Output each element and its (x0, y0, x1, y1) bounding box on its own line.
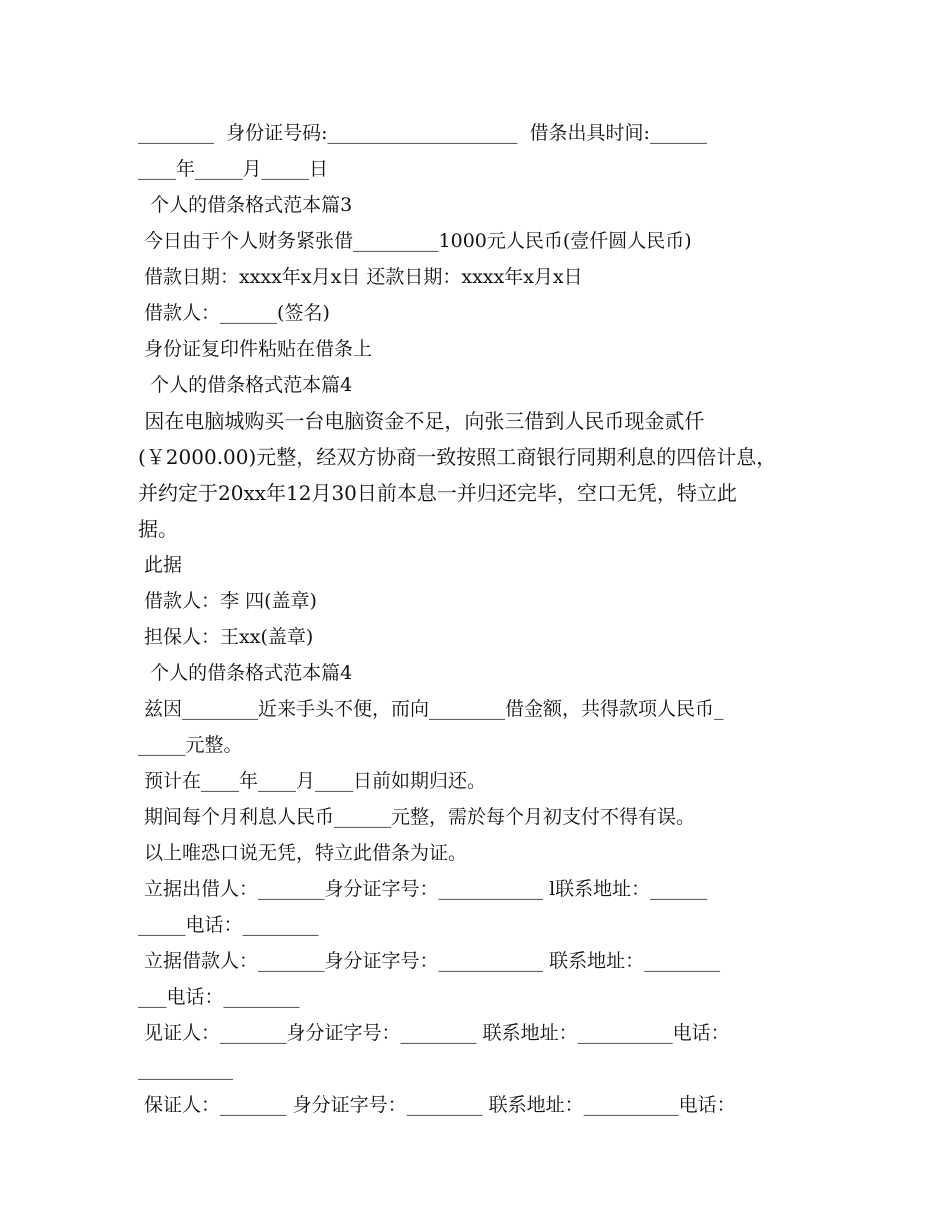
paragraph-line-2: (￥2000.00)元整，经双方协商一致按照工商银行同期利息的四倍计息， (138, 445, 777, 469)
section-heading-3: 个人的借条格式范本篇3 (138, 194, 353, 216)
line-guarantor-info: 保证人：_______ 身分证字号：________ 联系地址：__________电话： (138, 1094, 736, 1116)
section-heading-4b: 个人的借条格式范本篇4 (138, 662, 353, 684)
line-interest: 期间每个月利息人民币______元整，需於每个月初支付不得有误。 (138, 806, 696, 828)
line-ci-ju: 此据 (138, 554, 183, 576)
line-reason: 兹因________近来手头不便，而向________借金额，共得款项人民币_ (138, 698, 724, 720)
line-borrower-li: 借款人：李 四(盖章) (138, 590, 317, 612)
line-witness-info: 见证人：_______身分证字号：________ 联系地址：__________电话： (138, 1022, 730, 1044)
line-borrower-sign: 借款人：______(签名) (138, 302, 330, 324)
line-lender-phone: _____电话：________ (138, 914, 319, 936)
section-heading-4a: 个人的借条格式范本篇4 (138, 374, 353, 396)
line-signature-info: ________ 身份证号码:____________________ 借条出具时间:______ (138, 122, 707, 144)
line-date: ____年_____月_____日 (138, 158, 329, 180)
line-borrower-info: 立据借款人：_______身分证字号：___________ 联系地址：________ (138, 950, 721, 972)
paragraph-line-4: 据。 (138, 517, 178, 541)
line-witness-phone: __________ (138, 1058, 233, 1080)
line-repay-date: 预计在____年____月____日前如期归还。 (138, 770, 487, 792)
paragraph-line-1: 因在电脑城购买一台电脑资金不足，向张三借到人民币现金贰仟 (138, 409, 705, 433)
line-borrower-phone: ___电话：________ (138, 986, 300, 1008)
paragraph-line-3: 并约定于20xx年12月30日前本息一并归还完毕，空口无凭，特立此 (138, 481, 737, 505)
line-loan-statement: 今日由于个人财务紧张借_________1000元人民币(壹仟圆人民币) (138, 230, 692, 252)
line-loan-dates: 借款日期：xxxx年x月x日 还款日期：xxxx年x月x日 (138, 266, 583, 288)
line-amount: _____元整。 (138, 734, 243, 756)
line-guarantor-wang: 担保人：王xx(盖章) (138, 626, 314, 648)
line-id-copy: 身份证复印件粘贴在借条上 (138, 338, 373, 360)
line-lender-info: 立据出借人：_______身分证字号：___________ l联系地址：______ (138, 878, 708, 900)
line-proof: 以上唯恐口说无凭，特立此借条为证。 (138, 842, 468, 864)
